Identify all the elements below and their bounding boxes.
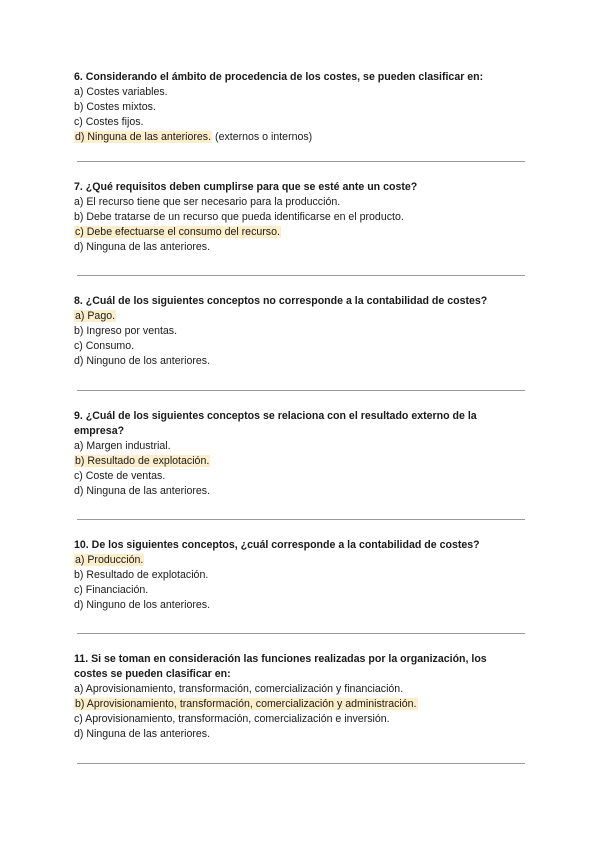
- option-d: [74, 130, 525, 145]
- highlighted-answer: b) Aprovisionamiento, transformación, comercialización y administración.: [75, 698, 417, 710]
- question-7: [73, 180, 525, 255]
- option-d: d) Ninguno de los anteriores.: [74, 599, 211, 611]
- option-a: a) Costes variables.: [74, 86, 168, 98]
- option-c: c) Coste de ventas.: [74, 470, 166, 482]
- question-title: 8. ¿Cuál de los siguientes conceptos no corresponde a la contabilidad de costes?: [74, 295, 488, 307]
- question-title: 7. ¿Qué requisitos deben cumplirse para que se esté ante un coste?: [74, 181, 418, 193]
- question-6: [73, 70, 525, 145]
- question-title: 11. Si se toman en consideración las funciones realizadas por la organización, los costes se pueden clasificar en:: [74, 653, 487, 680]
- option-c: c) Costes fijos.: [74, 116, 144, 128]
- option-a: a) Margen industrial.: [74, 440, 171, 452]
- option-d: d) Ninguno de los anteriores.: [74, 355, 211, 367]
- option-b: b) Resultado de explotación.: [74, 569, 209, 581]
- option-d: d) Ninguna de las anteriores.: [74, 241, 211, 253]
- option-b: b) Debe tratarse de un recurso que pueda identificarse en el producto.: [74, 211, 404, 223]
- question-title: 10. De los siguientes conceptos, ¿cuál corresponde a la contabilidad de costes?: [74, 539, 480, 551]
- divider: [77, 390, 525, 391]
- question-9: [73, 409, 525, 499]
- divider: [77, 633, 525, 634]
- highlighted-answer: a) Producción.: [75, 554, 144, 566]
- option-c: c) Consumo.: [74, 340, 135, 352]
- option-a: a) El recurso tiene que ser necesario para la producción.: [74, 196, 341, 208]
- option-c: c) Aprovisionamiento, transformación, comercialización e inversión.: [74, 713, 390, 725]
- option-a: [74, 553, 525, 568]
- answer-note: (externos o internos): [215, 131, 313, 143]
- option-b: [74, 454, 525, 469]
- question-11: [73, 652, 525, 742]
- divider: [77, 519, 525, 520]
- option-c: c) Financiación.: [74, 584, 149, 596]
- divider: [77, 161, 525, 162]
- divider: [77, 275, 525, 276]
- option-b: [74, 697, 525, 712]
- divider: [77, 763, 525, 764]
- question-10: [73, 538, 525, 613]
- option-a: [74, 309, 525, 324]
- question-title: 9. ¿Cuál de los siguientes conceptos se relaciona con el resultado externo de la empresa?: [74, 410, 477, 437]
- highlighted-answer: b) Resultado de explotación.: [75, 455, 210, 467]
- option-b: b) Ingreso por ventas.: [74, 325, 178, 337]
- option-d: d) Ninguna de las anteriores.: [74, 728, 211, 740]
- highlighted-answer: a) Pago.: [75, 310, 116, 322]
- option-d: d) Ninguna de las anteriores.: [74, 485, 211, 497]
- question-title: 6. Considerando el ámbito de procedencia de los costes, se pueden clasificar en:: [74, 71, 484, 83]
- question-8: [73, 294, 525, 369]
- quiz-page: [73, 70, 525, 764]
- option-b: b) Costes mixtos.: [74, 101, 156, 113]
- option-c: [74, 225, 525, 240]
- highlighted-answer: c) Debe efectuarse el consumo del recurso.: [75, 226, 280, 238]
- option-a: a) Aprovisionamiento, transformación, comercialización y financiación.: [74, 683, 404, 695]
- highlighted-answer: d) Ninguna de las anteriores.: [75, 131, 212, 143]
